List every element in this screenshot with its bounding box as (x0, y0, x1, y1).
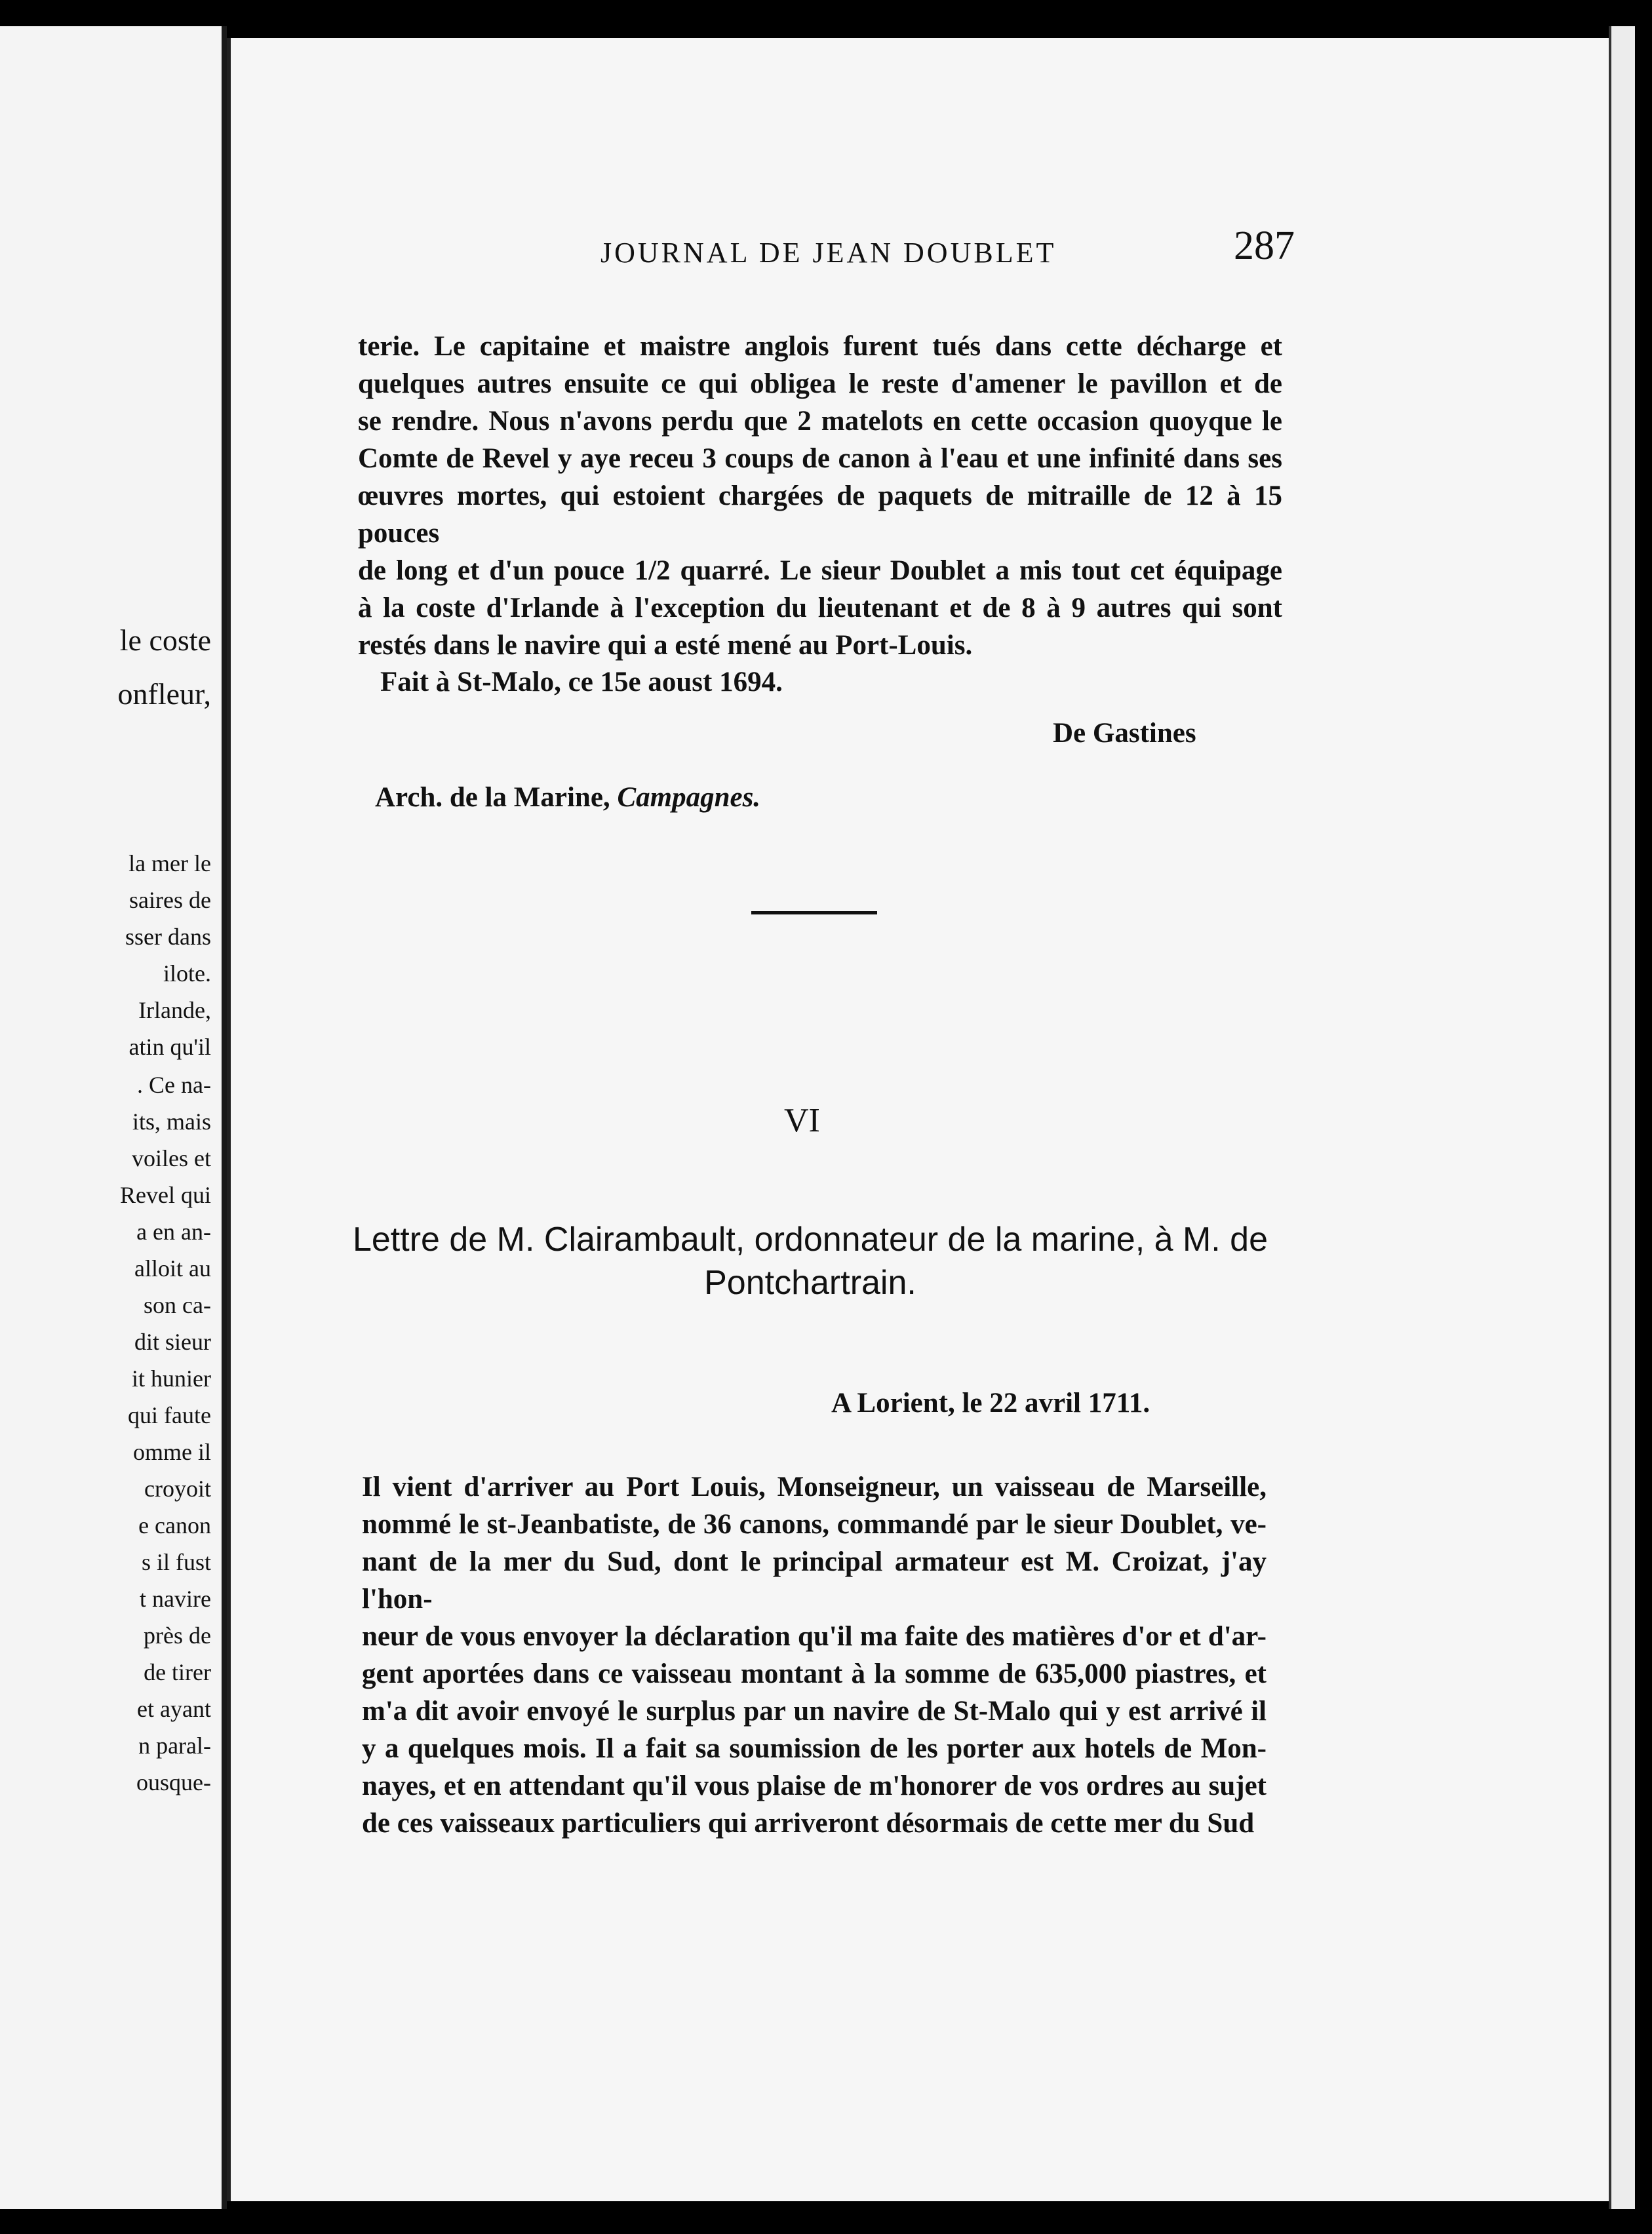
page-edge (1609, 26, 1635, 2209)
archive-source-series: Campagnes. (617, 782, 761, 813)
archive-source-label: Arch. de la Marine, (375, 782, 610, 813)
previous-page-line: Irlande, (138, 997, 211, 1023)
previous-page-line: saires de (129, 887, 211, 913)
previous-page-line: voiles et (132, 1145, 211, 1171)
book-gutter (222, 26, 227, 2209)
previous-page-line: ousque- (136, 1769, 211, 1795)
text-line: m'a dit avoir envoyé le surplus par un navire de St-Malo qui y est arrivé il (362, 1696, 1267, 1727)
previous-page-line: . Ce na- (137, 1072, 211, 1098)
previous-page-line: Revel qui (120, 1182, 211, 1208)
text-line: se rendre. Nous n'avons perdu que 2 matelots en cette occasion quoyque le (358, 406, 1282, 437)
text-line: nant de la mer du Sud, dont le principal armateur est M. Croizat, j'ay l'hon- (362, 1546, 1267, 1615)
previous-page-line: sser dans (125, 924, 211, 950)
text-line: Il vient d'arriver au Port Louis, Monseigneur, un vaisseau de Marseille, (362, 1472, 1267, 1502)
previous-page-line: son ca- (144, 1292, 211, 1318)
previous-page-fragment (0, 26, 222, 2209)
running-head: JOURNAL DE JEAN DOUBLET (600, 237, 1057, 269)
dateline: Fait à St-Malo, ce 15e aoust 1694. (380, 667, 783, 697)
section-divider (751, 911, 877, 914)
previous-page-line: n paral- (138, 1733, 211, 1759)
previous-page-line: s il fust (141, 1549, 211, 1575)
paragraph-continued (358, 328, 1282, 664)
text-line: gent aportées dans ce vaisseau montant à la somme de 635,000 piastres, et (362, 1658, 1267, 1689)
signature: De Gastines (1053, 718, 1196, 749)
archive-source (375, 781, 760, 813)
text-line: de ces vaisseaux particuliers qui arriveront désormais de cette mer du Sud (362, 1808, 1255, 1839)
text-line: nommé le st-Jeanbatiste, de 36 canons, commandé par le sieur Doublet, ve- (362, 1509, 1267, 1540)
page-number: 287 (1234, 224, 1295, 268)
text-line: quelques autres ensuite ce qui obligea le reste d'amener le pavillon et de (358, 368, 1282, 399)
previous-page-line: it hunier (132, 1365, 211, 1392)
previous-page-line: t navire (140, 1586, 211, 1612)
previous-page-line: le coste (119, 623, 211, 657)
previous-page-line: alloit au (134, 1255, 211, 1282)
text-line: terie. Le capitaine et maistre anglois furent tués dans cette décharge et (358, 331, 1282, 362)
text-line: à la coste d'Irlande à l'exception du lieutenant et de 8 à 9 autres qui sont (358, 593, 1282, 623)
text-line: nayes, et en attendant qu'il vous plaise de m'honorer de vos ordres au sujet (362, 1771, 1267, 1801)
previous-page-line: a en an- (136, 1219, 211, 1245)
previous-page-line: qui faute (128, 1402, 211, 1428)
text-line: œuvres mortes, qui estoient chargées de paquets de mitraille de 12 à 15 pouces (358, 480, 1282, 549)
previous-page-line: la mer le (128, 850, 211, 876)
text-line: neur de vous envoyer la déclaration qu'il ma faite des matières d'or et d'ar- (362, 1621, 1267, 1652)
previous-page-line: ilote. (163, 960, 211, 987)
text-line: de long et d'un pouce 1/2 quarré. Le sieur Doublet a mis tout cet équipage (358, 555, 1282, 586)
previous-page-line: omme il (133, 1439, 211, 1465)
previous-page-line: près de (144, 1622, 211, 1649)
text-line: restés dans le navire qui a esté mené au Port-Louis. (358, 630, 973, 661)
previous-page-line: croyoit (144, 1476, 211, 1502)
previous-page-line: onfleur, (117, 677, 211, 711)
letter-title: Lettre de M. Clairambault, ordonnateur de la marine, à M. de Pontchartrain. (352, 1221, 1268, 1302)
text-line: y a quelques mois. Il a fait sa soumission de les porter aux hotels de Mon- (362, 1733, 1267, 1764)
letter-body (362, 1468, 1267, 1842)
text-line: Comte de Revel y aye receu 3 coups de canon à l'eau et une infinité dans ses (358, 443, 1282, 474)
previous-page-line: e canon (138, 1512, 211, 1538)
previous-page-line: de tirer (144, 1659, 211, 1685)
previous-page-line: et ayant (137, 1696, 211, 1722)
letter-date: A Lorient, le 22 avril 1711. (831, 1388, 1150, 1419)
previous-page-line: its, mais (132, 1108, 211, 1135)
previous-page-line: dit sieur (134, 1329, 211, 1355)
previous-page-line: atin qu'il (128, 1034, 211, 1060)
section-number: VI (784, 1102, 820, 1139)
